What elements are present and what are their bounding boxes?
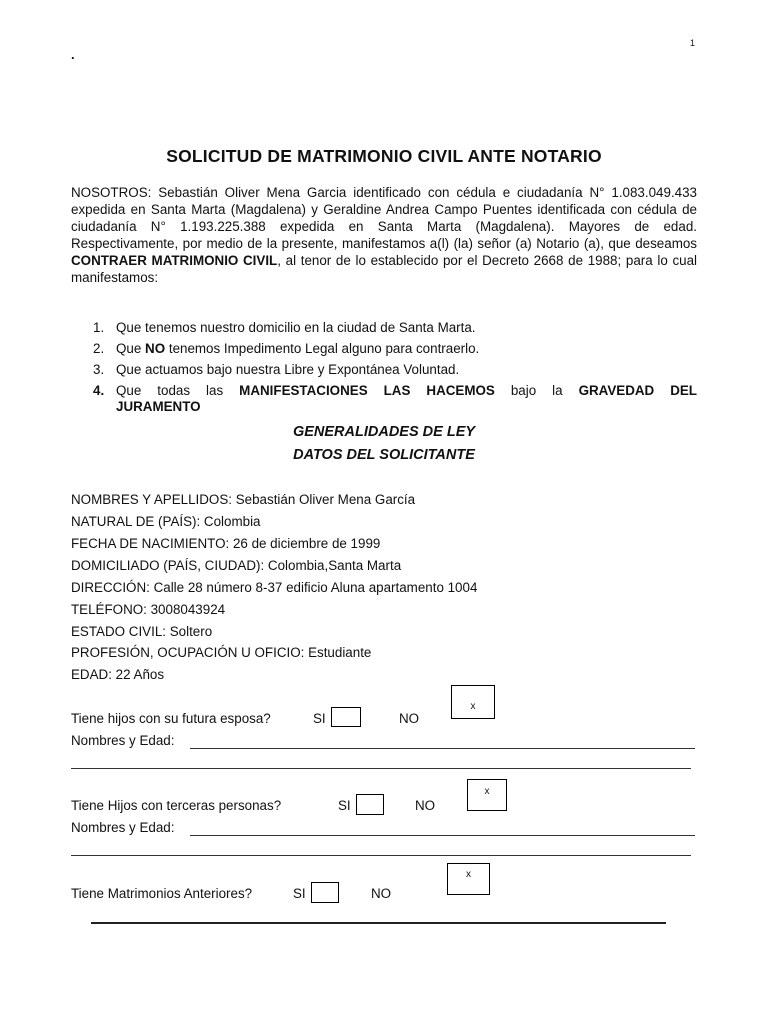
intro-text-2: , al tenor de lo establecido por el Decreto 2668 de 1988; para lo cual manifestamos: <box>71 253 698 285</box>
intro-bold: CONTRAER MATRIMONIO CIVIL <box>71 253 278 268</box>
list-text: Que tenemos nuestro domicilio en la ciudad de Santa Marta. <box>116 320 476 335</box>
no-checkbox-checked[interactable]: x <box>467 779 507 811</box>
list-bold: NO <box>145 341 166 356</box>
declarations-list <box>71 320 697 420</box>
document-title: SOLICITUD DE MATRIMONIO CIVIL ANTE NOTARIO <box>166 146 602 166</box>
list-text: Que actuamos bajo nuestra Libre y Expontánea Voluntad. <box>116 362 460 377</box>
field-natural: NATURAL DE (PAÍS): Colombia <box>71 514 261 529</box>
blank-line <box>190 748 695 749</box>
list-bold: JURAMENTO <box>116 399 201 414</box>
intro-paragraph <box>71 184 697 286</box>
si-checkbox[interactable] <box>356 794 384 815</box>
list-item <box>71 320 697 336</box>
field-profesion: PROFESIÓN, OCUPACIÓN U OFICIO: Estudiante <box>71 645 372 660</box>
list-text: Que <box>116 341 146 356</box>
no-checkbox-checked[interactable]: x <box>451 685 495 719</box>
page-number: 1 <box>690 38 696 48</box>
blank-line <box>71 768 691 769</box>
si-checkbox[interactable] <box>311 882 339 903</box>
si-label: SI <box>313 711 326 726</box>
list-text: bajo la <box>494 383 579 398</box>
no-label: NO <box>371 886 392 901</box>
list-number: 1. <box>93 320 105 335</box>
nombres-edad-label: Nombres y Edad: <box>71 820 175 835</box>
si-label: SI <box>293 886 306 901</box>
list-number: 3. <box>93 362 105 377</box>
list-text: Que todas las <box>116 383 240 398</box>
field-telefono: TELÉFONO: 3008043924 <box>71 602 226 617</box>
no-checkbox-checked[interactable]: x <box>447 863 490 895</box>
list-item <box>71 341 697 357</box>
list-number: 2. <box>93 341 105 356</box>
field-edad: EDAD: 22 Años <box>71 667 165 682</box>
field-domicilio: DOMICILIADO (PAÍS, CIUDAD): Colombia,Santa Marta <box>71 558 402 573</box>
list-item <box>71 383 697 415</box>
corner-mark: . <box>71 47 75 62</box>
question-hijos-terceras: Tiene Hijos con terceras personas? <box>71 798 282 813</box>
section-heading-datos: DATOS DEL SOLICITANTE <box>293 447 475 463</box>
field-fecha-nacimiento: FECHA DE NACIMIENTO: 26 de diciembre de 1999 <box>71 536 381 551</box>
section-heading-generalidades: GENERALIDADES DE LEY <box>292 424 476 440</box>
list-bold: MANIFESTACIONES LAS HACEMOS <box>239 383 495 398</box>
blank-line <box>91 922 666 924</box>
blank-line <box>71 855 691 856</box>
blank-line <box>190 835 695 836</box>
si-checkbox[interactable] <box>331 707 361 727</box>
question-hijos-esposa: Tiene hijos con su futura esposa? <box>71 711 271 726</box>
list-bold: GRAVEDAD DEL <box>578 383 697 398</box>
nombres-edad-label: Nombres y Edad: <box>71 733 175 748</box>
field-direccion: DIRECCIÓN: Calle 28 número 8-37 edificio Aluna apartamento 1004 <box>71 580 478 595</box>
list-item <box>71 362 697 378</box>
field-estado-civil: ESTADO CIVIL: Soltero <box>71 624 213 639</box>
list-text: tenemos Impedimento Legal alguno para contraerlo. <box>165 341 480 356</box>
question-matrimonios-anteriores: Tiene Matrimonios Anteriores? <box>71 886 253 901</box>
list-number: 4. <box>93 383 105 398</box>
field-nombres: NOMBRES Y APELLIDOS: Sebastián Oliver Mena García <box>71 492 416 507</box>
no-label: NO <box>399 711 420 726</box>
si-label: SI <box>338 798 351 813</box>
no-label: NO <box>415 798 436 813</box>
intro-text-1: NOSOTROS: Sebastián Oliver Mena Garcia identificado con cédula e ciudadanía N° 1.083.049.433 expedida en Santa Marta (Magdalena) y Geraldine Andrea Campo Puentes identificada con cédula de ciudadanía N° 1.193.225.388 expedida en Santa Marta (Magdalena). Mayores de edad. Respectivamente, por medio de la presente, manifestamos a(l) (la) señor (a) Notario (a), que deseamos <box>71 185 697 251</box>
